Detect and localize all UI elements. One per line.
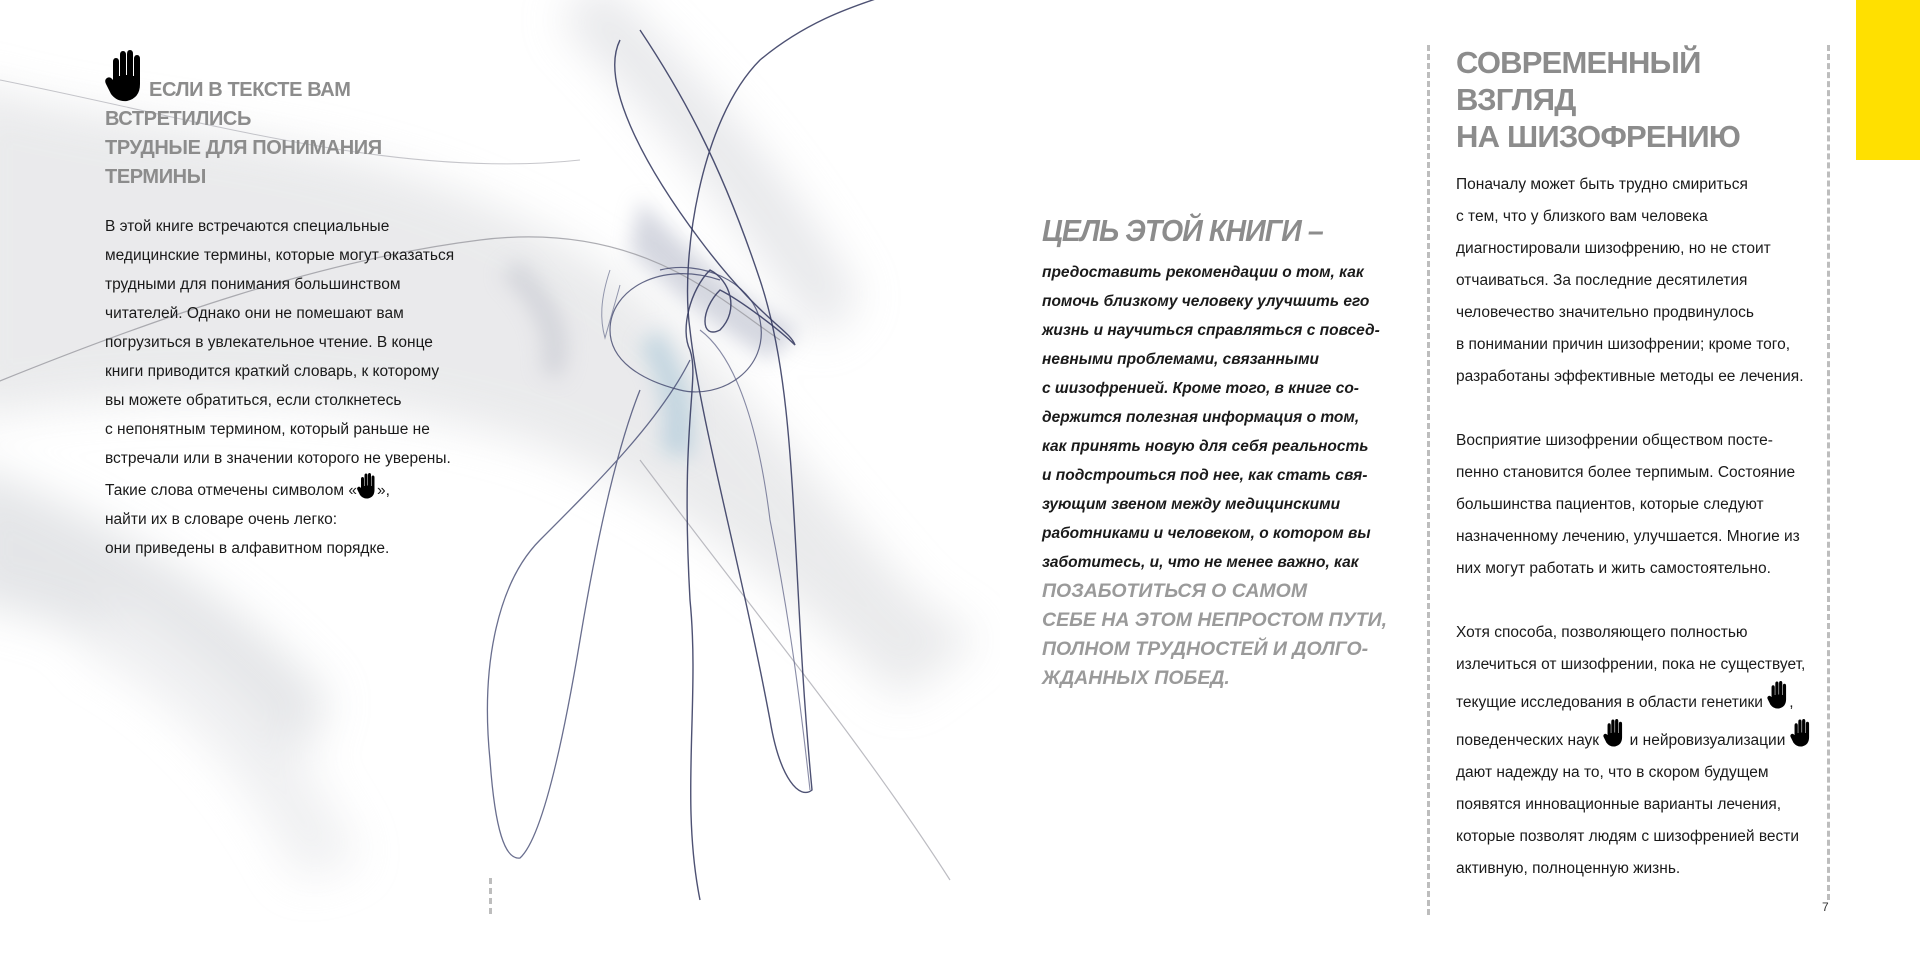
text-line: и подстроиться под нее, как стать свя-: [1042, 467, 1368, 484]
symbol-line-before: Такие слова отмечены символом «: [105, 482, 358, 499]
text-line: которые позволят людям с шизофренией вести: [1456, 828, 1800, 845]
glossary-body: [105, 212, 485, 563]
text-line: Хотя способа, позволяющего полностью: [1456, 624, 1748, 641]
text-line: Поначалу может быть трудно смириться: [1456, 176, 1748, 193]
text-fragment: текущие исследования в области генетики: [1456, 694, 1768, 711]
purpose-body: [1042, 258, 1412, 577]
glossary-title-line1: ЕСЛИ В ТЕКСТЕ ВАМ ВСТРЕТИЛИСЬ: [105, 79, 351, 130]
text-line-with-symbol: [1456, 719, 1826, 757]
text-line: Восприятие шизофрении обществом посте-: [1456, 432, 1773, 449]
purpose-title: ЦЕЛЬ ЭТОЙ КНИГИ –: [1042, 213, 1323, 248]
text-line: как принять новую для себя реальность: [1042, 438, 1369, 455]
glossary-title: [105, 50, 485, 192]
text-line: вы можете обратиться, если столкнетесь: [105, 392, 402, 409]
modern-view-section: [1456, 44, 1826, 917]
hand-icon: [105, 50, 145, 102]
text-line: излечиться от шизофрении, пока не существует,: [1456, 656, 1806, 673]
text-fragment: ,: [1789, 694, 1794, 711]
text-line: невными проблемами, связанными: [1042, 351, 1320, 368]
text-line: В этой книге встречаются специальные: [105, 218, 390, 235]
text-line: книги приводится краткий словарь, к которому: [105, 363, 440, 380]
text-line: они приведены в алфавитном порядке.: [105, 540, 390, 557]
emphasis-line: ПОЛНОМ ТРУДНОСТЕЙ И ДОЛГО-: [1042, 638, 1369, 660]
dashed-divider: [1827, 45, 1830, 900]
text-line: с тем, что у близкого вам человека: [1456, 208, 1708, 225]
hand-icon: [357, 473, 377, 499]
text-fragment: поведенческих наук: [1456, 732, 1604, 749]
hand-icon: [1603, 719, 1625, 747]
paragraph: [1456, 425, 1826, 585]
purpose-emphasis: [1042, 577, 1412, 693]
text-line: заботитесь, и, что не менее важно, как: [1042, 554, 1359, 571]
text-line: с шизофренией. Кроме того, в книге со-: [1042, 380, 1359, 397]
text-line: медицинские термины, которые могут оказаться: [105, 247, 455, 264]
text-line: них могут работать и жить самостоятельно.: [1456, 560, 1771, 577]
hand-icon: [1767, 681, 1789, 709]
paragraph: [1456, 169, 1826, 393]
dashed-divider: [489, 878, 492, 914]
text-line: диагностировали шизофрению, но не стоит: [1456, 240, 1771, 257]
text-line: предоставить рекомендации о том, как: [1042, 264, 1364, 281]
hand-icon: [1790, 719, 1812, 747]
text-line: активную, полноценную жизнь.: [1456, 860, 1681, 877]
text-line-with-symbol: [1456, 681, 1826, 719]
section-title-line2: НА ШИЗОФРЕНИЮ: [1456, 119, 1740, 154]
emphasis-line: СЕБЕ НА ЭТОМ НЕПРОСТОМ ПУТИ,: [1042, 609, 1388, 631]
emphasis-line: ЖДАННЫХ ПОБЕД.: [1042, 667, 1230, 689]
text-line: погрузиться в увлекательное чтение. В конце: [105, 334, 433, 351]
section-title-line1: СОВРЕМЕННЫЙ ВЗГЛЯД: [1456, 45, 1701, 117]
text-fragment: и нейровизуализации: [1625, 732, 1790, 749]
text-line: дают надежду на то, что в скором будущем: [1456, 764, 1769, 781]
text-line: жизнь и научиться справляться с повсед-: [1042, 322, 1380, 339]
paragraph: [1456, 617, 1826, 885]
text-line: большинства пациентов, которые следуют: [1456, 496, 1764, 513]
text-line: в понимании причин шизофрении; кроме того,: [1456, 336, 1791, 353]
text-line: человечество значительно продвинулось: [1456, 304, 1754, 321]
symbol-line-after: »,: [377, 482, 390, 499]
page-number: 7: [1822, 900, 1829, 914]
section-title: [1456, 44, 1826, 155]
text-line: встречали или в значении которого не уверены.: [105, 450, 451, 467]
glossary-note: [105, 50, 485, 563]
text-line: зующим звеном между медицинскими: [1042, 496, 1341, 513]
text-line: назначенному лечению, улучшается. Многие из: [1456, 528, 1800, 545]
glossary-title-line2: ТРУДНЫЕ ДЛЯ ПОНИМАНИЯ ТЕРМИНЫ: [105, 137, 382, 188]
book-purpose: [1042, 210, 1412, 693]
text-line: помочь близкому человеку улучшить его: [1042, 293, 1370, 310]
dashed-divider: [1427, 45, 1430, 915]
text-line: разработаны эффективные методы ее лечения.: [1456, 368, 1804, 385]
text-line: отчаиваться. За последние десятилетия: [1456, 272, 1748, 289]
text-line: читателей. Однако они не помешают вам: [105, 305, 404, 322]
text-line: найти их в словаре очень легко:: [105, 511, 338, 528]
section-body: [1456, 169, 1826, 885]
text-line: появятся инновационные варианты лечения,: [1456, 796, 1782, 813]
text-line: пенно становится более терпимым. Состояние: [1456, 464, 1796, 481]
text-line: с непонятным термином, который раньше не: [105, 421, 430, 438]
yellow-page-tab: [1856, 0, 1920, 160]
text-line: держится полезная информация о том,: [1042, 409, 1360, 426]
text-line: трудными для понимания большинством: [105, 276, 401, 293]
emphasis-line: ПОЗАБОТИТЬСЯ О САМОМ: [1042, 580, 1308, 602]
text-line: работниками и человеком, о котором вы: [1042, 525, 1371, 542]
symbol-line: [105, 473, 485, 505]
